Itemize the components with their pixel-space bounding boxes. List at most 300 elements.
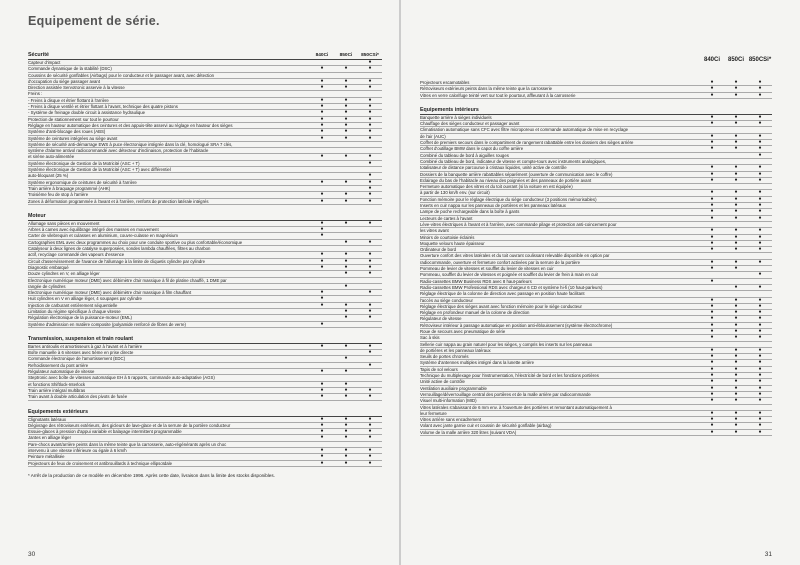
availability-mark: ● xyxy=(758,365,762,372)
availability-mark: ● xyxy=(710,315,714,322)
availability-mark: ● xyxy=(710,85,714,92)
availability-mark: ● xyxy=(344,238,348,245)
availability-mark xyxy=(700,285,724,290)
availability-mark xyxy=(334,227,358,232)
feature-label: Technique du multiplexage pour l'instrumentation, l'électricité de bord et les fonctions portières xyxy=(420,373,599,379)
availability-mark xyxy=(358,356,382,361)
availability-mark: ● xyxy=(758,271,762,278)
equipment-section xyxy=(28,334,382,401)
feature-label: Tapis de sol velours xyxy=(420,366,458,372)
availability-mark: ● xyxy=(758,132,762,139)
feature-label: Diagnostic embarqué xyxy=(28,264,69,270)
feature-label: Peinture métallisée xyxy=(28,454,65,460)
feature-label: Réglage électrique de la colonne de direction avec passage en position haute facilitant xyxy=(420,291,585,297)
feature-label: Protection de stationnement sur tout le pourtour xyxy=(28,116,119,122)
equipment-section xyxy=(28,407,382,467)
availability-mark: ● xyxy=(758,214,762,221)
availability-mark xyxy=(700,272,724,277)
feature-label: radiocommande, ouverture et fermeture confort activées par la serrure de la portière xyxy=(420,259,581,265)
feature-label: Injection de carburant entièrement séquentielle xyxy=(28,302,118,308)
feature-label: Système de sécurité anti-démarrage EWS à puce électronique intégrée dans la clé, homologué SRA 7 clés, xyxy=(28,141,233,147)
availability-mark: ● xyxy=(368,115,372,122)
availability-mark: ● xyxy=(320,380,324,387)
section-heading xyxy=(28,50,382,60)
availability-mark xyxy=(748,253,772,258)
section-heading xyxy=(28,407,382,417)
availability-mark: ● xyxy=(734,208,738,215)
availability-mark: ● xyxy=(758,120,762,127)
availability-mark: ● xyxy=(344,386,348,393)
availability-mark xyxy=(724,253,748,258)
section-heading xyxy=(420,105,772,115)
feature-label: Pommeau, soufflet du levier de vitesses et poignée et soufflet du levier de frein à main en cuir xyxy=(420,272,599,278)
section-title: Equipements intérieurs xyxy=(420,106,479,113)
availability-mark xyxy=(358,369,382,374)
feature-label: - Freins à disque ventilé et étrier flottant à l'avant, technique des quatre pistons xyxy=(28,104,178,110)
availability-mark: ● xyxy=(710,132,714,139)
feature-label: Lève-vitres électriques à l'avant et à l'arrière, avec commande pilage et protection anti-coincement pour xyxy=(420,221,617,227)
feature-label: Train arrière à braquage programmé (AHK) xyxy=(28,185,111,191)
availability-mark: ● xyxy=(320,320,324,327)
availability-mark: ● xyxy=(710,416,714,423)
feature-label: Sellerie cuir nappa au grain naturel pour les sièges, y compris les inserts sur les panneaux xyxy=(420,341,592,347)
availability-mark: ● xyxy=(368,197,372,204)
feature-label: Electronique numérique moteur (DME) avec débimètre d'air massique à film chauffant xyxy=(28,290,192,296)
availability-mark: ● xyxy=(368,153,372,160)
availability-mark: ● xyxy=(368,289,372,296)
availability-mark: ● xyxy=(710,189,714,196)
availability-mark xyxy=(334,167,358,172)
feature-label: Visuel multi-information (MID) xyxy=(420,398,477,404)
feature-label: Coffret d'outillage BMW dans le capot du coffre arrière xyxy=(420,146,524,152)
availability-mark xyxy=(358,278,382,283)
availability-mark: ● xyxy=(368,84,372,91)
availability-mark: ● xyxy=(734,233,738,240)
availability-mark: ● xyxy=(734,346,738,353)
availability-mark: ● xyxy=(320,251,324,258)
availability-mark: ● xyxy=(368,219,372,226)
availability-mark xyxy=(310,240,334,245)
section-heading xyxy=(28,211,382,221)
section-title: Moteur xyxy=(28,212,46,219)
availability-mark: ● xyxy=(320,128,324,135)
availability-mark: ● xyxy=(734,353,738,360)
availability-mark: ● xyxy=(734,334,738,341)
feature-label: Sac à skis xyxy=(420,335,440,341)
feature-label: Roue de secours avec pneumatique de série xyxy=(420,328,506,334)
availability-mark: ● xyxy=(734,139,738,146)
feature-label: Douze cylindres en V, en alliage léger xyxy=(28,271,100,277)
availability-mark: ● xyxy=(734,428,738,435)
availability-mark: ● xyxy=(710,359,714,366)
availability-mark: ● xyxy=(758,91,762,98)
availability-mark xyxy=(724,127,748,132)
availability-mark xyxy=(700,291,724,296)
availability-mark: ● xyxy=(758,321,762,328)
availability-mark: ● xyxy=(344,84,348,91)
availability-mark: ● xyxy=(758,409,762,416)
feature-label: à partir de 130 km/h env. (sur circuit) xyxy=(420,190,490,196)
column-header: 850CSi* xyxy=(361,53,379,58)
availability-mark: ● xyxy=(734,195,738,202)
availability-mark xyxy=(310,315,334,320)
availability-mark: ● xyxy=(344,219,348,226)
availability-mark: ● xyxy=(368,159,372,166)
availability-mark: ● xyxy=(320,295,324,302)
feature-label: - Système de freinage double circuit à assistance hydraulique xyxy=(28,110,146,116)
availability-mark: ● xyxy=(734,91,738,98)
availability-mark xyxy=(310,167,334,172)
availability-mark: ● xyxy=(734,85,738,92)
availability-mark: ● xyxy=(758,334,762,341)
availability-mark: ● xyxy=(344,270,348,277)
availability-mark: ● xyxy=(368,270,372,277)
availability-mark: ● xyxy=(320,368,324,375)
table-row xyxy=(28,394,382,400)
availability-mark: ● xyxy=(344,282,348,289)
table-row xyxy=(420,93,772,99)
availability-mark: ● xyxy=(758,283,762,290)
feature-label: Vitres latérales s'abaissant de 6 mm env. à l'ouverture des portières et remontant automatiquement à xyxy=(420,404,612,410)
feature-label: Radio-cassettes BMW Professional RDS avec chargeur 6 CD et système hi-fi (10 haut-parleurs) xyxy=(420,284,603,290)
feature-label: Clignotants latéraux xyxy=(28,416,66,422)
feature-label: Catalyseur à deux lignes de catalyse superposées, sondes lambda chauffées, filtres au charbon xyxy=(28,246,211,252)
availability-mark: ● xyxy=(368,59,372,65)
feature-label: Jantes en alliage léger xyxy=(28,435,71,441)
feature-label: intervenu à une vitesse inférieure ou égale à 6 km/h xyxy=(28,448,127,454)
availability-mark: ● xyxy=(368,361,372,368)
feature-label: Projecteurs escamotables xyxy=(420,80,470,85)
availability-mark: ● xyxy=(368,251,372,258)
feature-label: Système de ceintures intégrées au siège avant xyxy=(28,135,118,141)
availability-mark xyxy=(310,142,334,147)
table-row xyxy=(28,199,382,205)
availability-mark xyxy=(358,142,382,147)
availability-mark: ● xyxy=(734,296,738,303)
availability-mark: ● xyxy=(710,334,714,341)
availability-mark: ● xyxy=(368,263,372,270)
availability-mark: ● xyxy=(710,145,714,152)
availability-mark: ● xyxy=(710,384,714,391)
availability-mark: ● xyxy=(710,258,714,265)
availability-mark: ● xyxy=(758,189,762,196)
availability-mark: ● xyxy=(320,191,324,198)
feature-label: Rétroviseur intérieur à passage automatique en position anti-éblouissement (système électrochrome) xyxy=(420,322,613,328)
availability-mark: ● xyxy=(734,258,738,265)
availability-mark xyxy=(310,271,334,276)
feature-label: Système électronique de Gestion de la Motricité (ASC + T) avec différentiel xyxy=(28,167,171,173)
availability-mark: ● xyxy=(758,309,762,316)
availability-mark: ● xyxy=(344,77,348,84)
availability-mark xyxy=(700,127,724,132)
availability-mark xyxy=(310,309,334,314)
availability-mark xyxy=(334,375,358,380)
availability-mark: ● xyxy=(758,359,762,366)
col-850ci: 850Ci xyxy=(727,57,744,63)
feature-label: Banquette arrière à sièges individuels xyxy=(420,114,492,120)
availability-mark: ● xyxy=(344,307,348,314)
availability-mark: ● xyxy=(320,121,324,128)
feature-label: Steptronic avec boîte de vitesses automatique EH à 5 rapports, commande auto-adaptative (AGS) xyxy=(28,375,215,381)
availability-mark: ● xyxy=(344,257,348,264)
feature-label: Arbres à cames avec équilibrage intégré des masses en mouvement xyxy=(28,227,159,233)
availability-mark: ● xyxy=(758,246,762,253)
availability-mark: ● xyxy=(734,384,738,391)
availability-mark: ● xyxy=(320,453,324,460)
availability-mark xyxy=(310,173,334,178)
feature-label: Vitres en verre calorifuge teinté vert sur tout le pourtour, affleurant à la carrosserie xyxy=(420,92,576,98)
availability-mark: ● xyxy=(734,214,738,221)
feature-label: Direction assistée Servotronic asservie à la vitesse xyxy=(28,85,125,91)
availability-mark: ● xyxy=(734,321,738,328)
availability-mark: ● xyxy=(368,459,372,466)
availability-mark: ● xyxy=(710,195,714,202)
availability-mark xyxy=(700,153,724,158)
availability-mark: ● xyxy=(710,365,714,372)
left-equipment-tables xyxy=(28,50,382,467)
availability-mark: ● xyxy=(758,315,762,322)
feature-label: Système d'admission en matière composite (polyamide renforcé de fibres de verre) xyxy=(28,321,186,327)
feature-label: l'accès au siège conducteur xyxy=(420,297,473,303)
availability-mark: ● xyxy=(758,170,762,177)
availability-mark: ● xyxy=(758,353,762,360)
column-header: 850Ci xyxy=(339,53,353,58)
availability-mark: ● xyxy=(710,79,714,85)
availability-mark: ● xyxy=(710,120,714,127)
availability-mark xyxy=(334,233,358,238)
availability-mark xyxy=(334,296,358,301)
feature-label: Verrouillage/déverrouillage central des portières et de la malle arrière par radiocommande xyxy=(420,391,591,397)
feature-label: Pommeau de levier de vitesses et soufflet du levier de vitesses en cuir xyxy=(420,266,554,272)
availability-mark xyxy=(748,291,772,296)
availability-mark: ● xyxy=(734,246,738,253)
availability-mark: ● xyxy=(320,263,324,270)
availability-mark: ● xyxy=(344,103,348,110)
availability-mark: ● xyxy=(734,145,738,152)
availability-mark: ● xyxy=(344,342,348,349)
feature-label: et fonctions Shiftlock-Interlock xyxy=(28,381,86,387)
availability-mark: ● xyxy=(734,265,738,272)
availability-mark: ● xyxy=(320,153,324,160)
availability-mark: ● xyxy=(344,447,348,454)
availability-mark: ● xyxy=(734,359,738,366)
availability-mark: ● xyxy=(758,227,762,234)
feature-label: Combiné du tableau de bord à aiguilles rouges xyxy=(420,152,509,158)
availability-mark: ● xyxy=(368,342,372,349)
availability-mark: ● xyxy=(734,390,738,397)
availability-mark: ● xyxy=(344,191,348,198)
availability-mark: ● xyxy=(344,453,348,460)
availability-mark: ● xyxy=(710,302,714,309)
availability-mark: ● xyxy=(710,208,714,215)
section-title: Transmission, suspension et train roulant xyxy=(28,335,134,342)
feature-label: Radio-cassettes BMW Business RDS avec 8 haut-parleurs xyxy=(420,278,532,284)
availability-mark: ● xyxy=(710,397,714,404)
feature-label: actif, recyclage commandé des vapeurs d'essence xyxy=(28,252,125,258)
availability-mark: ● xyxy=(710,390,714,397)
feature-label: Régulateur automatique de vitesse xyxy=(28,369,95,375)
availability-mark: ● xyxy=(734,309,738,316)
availability-mark: ● xyxy=(344,121,348,128)
feature-label: Boîte manuelle à 6 vitesses avec 5ème en prise directe xyxy=(28,350,134,356)
availability-mark: ● xyxy=(734,170,738,177)
availability-mark: ● xyxy=(344,368,348,375)
availability-mark: ● xyxy=(320,219,324,226)
footnote: * Arrêt de la production de ce modèle en décembre 1996. Après cette date, livraison dans la limite des stocks disponibles. xyxy=(28,472,275,478)
availability-mark: ● xyxy=(320,447,324,454)
feature-label: Eclairage du bas de l'habitacle au niveau des poignées et des panneaux de portière avant xyxy=(420,177,592,183)
availability-mark: ● xyxy=(758,151,762,158)
feature-label: Régulateur de vitesse xyxy=(420,316,462,322)
availability-mark: ● xyxy=(734,422,738,429)
feature-label: et sirène auto-alimentée xyxy=(28,154,75,160)
availability-mark: ● xyxy=(368,314,372,321)
feature-label: Inserts en cuir nappa sur les panneaux de portières et les panneaux latéraux xyxy=(420,203,566,209)
equipment-section xyxy=(28,50,382,205)
feature-label: Capteur d'impact xyxy=(28,60,61,65)
availability-mark: ● xyxy=(344,355,348,362)
availability-mark: ● xyxy=(758,85,762,92)
feature-label: Huit cylindres en V en alliage léger, 4 soupapes par cylindre xyxy=(28,296,142,302)
availability-mark xyxy=(334,290,358,295)
availability-mark: ● xyxy=(758,195,762,202)
feature-label: Limitation du régime spécifique à chaque vitesse xyxy=(28,308,121,314)
availability-mark: ● xyxy=(320,342,324,349)
table-row xyxy=(28,461,382,467)
availability-mark: ● xyxy=(344,428,348,435)
feature-label: Système d'antennes multiples intégré dans la lunette arrière xyxy=(420,360,535,366)
feature-label: Dégivrage des rétroviseurs extérieurs, des gicleurs de lave-glace et de la serrure de la portière conducteur xyxy=(28,422,231,428)
availability-mark xyxy=(310,278,334,283)
feature-label: Miroirs de courtoisie éclairés xyxy=(420,234,475,240)
availability-mark: ● xyxy=(758,208,762,215)
availability-mark xyxy=(724,272,748,277)
feature-label: Volant avec jante garnie cuir et coussin de sécurité gonflable (airbag) xyxy=(420,423,552,429)
availability-mark: ● xyxy=(344,263,348,270)
section-heading xyxy=(28,334,382,344)
availability-mark: ● xyxy=(758,302,762,309)
availability-mark: ● xyxy=(320,103,324,110)
availability-mark: ● xyxy=(734,372,738,379)
availability-mark: ● xyxy=(710,214,714,221)
availability-mark: ● xyxy=(710,422,714,429)
availability-mark: ● xyxy=(320,434,324,441)
availability-mark: ● xyxy=(758,113,762,120)
availability-mark: ● xyxy=(734,315,738,322)
availability-mark: ● xyxy=(710,409,714,416)
availability-mark xyxy=(358,91,382,96)
page-title: Equipement de série. xyxy=(28,14,160,28)
availability-mark: ● xyxy=(368,109,372,116)
availability-mark: ● xyxy=(734,365,738,372)
page-right xyxy=(400,0,800,565)
feature-label: Train avant à double articulation des pivots de fusée xyxy=(28,394,128,400)
feature-label: Carter de vilebrequin et culasses en aluminium, couvre-culasse en magnésium xyxy=(28,233,178,239)
feature-label: Allumage sans pièces en mouvement xyxy=(28,220,100,226)
availability-mark: ● xyxy=(710,227,714,234)
availability-mark: ● xyxy=(368,393,372,400)
feature-label: Cartographies EML avec deux programmes au choix pour une conduite sportive ou plus confortable/économique xyxy=(28,239,243,245)
availability-mark: ● xyxy=(368,421,372,428)
availability-mark: ● xyxy=(710,176,714,183)
availability-mark xyxy=(310,356,334,361)
availability-mark: ● xyxy=(710,428,714,435)
availability-mark: ● xyxy=(758,378,762,385)
availability-mark: ● xyxy=(344,65,348,72)
feature-label: d'occupation du siège passager avant xyxy=(28,78,101,84)
availability-mark xyxy=(310,375,334,380)
feature-label: Volume de la malle arrière 320 litres (suivant VDA) xyxy=(420,429,517,435)
availability-mark: ● xyxy=(734,189,738,196)
availability-mark xyxy=(724,153,748,158)
availability-mark: ● xyxy=(734,397,738,404)
availability-mark: ● xyxy=(368,428,372,435)
availability-mark: ● xyxy=(758,176,762,183)
availability-mark: ● xyxy=(758,346,762,353)
availability-mark: ● xyxy=(758,79,762,85)
availability-mark: ● xyxy=(344,301,348,308)
availability-mark: ● xyxy=(758,258,762,265)
equipment-section xyxy=(28,211,382,328)
availability-mark: ● xyxy=(734,409,738,416)
feature-label: rangée de cylindres xyxy=(28,283,66,289)
availability-mark: ● xyxy=(734,227,738,234)
feature-label: Lampe de poche rechargeable dans la boîte à gants xyxy=(420,209,520,215)
availability-mark: ● xyxy=(320,459,324,466)
feature-label: Chauffage des sièges conducteur et passager avant xyxy=(420,121,520,127)
availability-mark xyxy=(334,91,358,96)
availability-mark: ● xyxy=(734,164,738,171)
availability-mark xyxy=(700,253,724,258)
availability-mark xyxy=(334,173,358,178)
availability-mark: ● xyxy=(320,65,324,72)
availability-mark: ● xyxy=(758,296,762,303)
feature-label: Essuie-glaces à pression d'appui variable et balayage intermittent programmable xyxy=(28,429,182,435)
availability-mark: ● xyxy=(320,301,324,308)
availability-mark: ● xyxy=(758,327,762,334)
feature-label: Ventilation auxiliaire programmable xyxy=(420,385,487,391)
availability-mark: ● xyxy=(734,79,738,85)
availability-mark: ● xyxy=(344,251,348,258)
availability-mark: ● xyxy=(710,246,714,253)
availability-mark: ● xyxy=(368,415,372,422)
feature-label: Train arrière intégral multibras xyxy=(28,387,86,393)
feature-label: les vitres avant xyxy=(420,228,449,234)
availability-mark: ● xyxy=(758,372,762,379)
availability-mark: ● xyxy=(758,202,762,209)
availability-mark: ● xyxy=(344,115,348,122)
availability-mark xyxy=(310,91,334,96)
feature-label: Commande électronique de l'amortissement (EDC) xyxy=(28,356,126,362)
availability-mark: ● xyxy=(758,390,762,397)
feature-label: Réglage électrique des sièges avant avec fonction mémoire pour le siège conducteur xyxy=(420,303,582,309)
feature-label: Combiné du tableau de bord, indicateur de vitesse et compte-tours avec instruments analogiques, xyxy=(420,158,607,164)
availability-mark: ● xyxy=(368,172,372,179)
availability-mark: ● xyxy=(320,178,324,185)
section-title: Equipements extérieurs xyxy=(28,408,89,415)
feature-label: Dossiers de la banquette arrière rabattables séparément (ouverture de communication avec le coffre) xyxy=(420,171,613,177)
availability-mark xyxy=(358,322,382,327)
feature-label: - Freins à disque et étrier flottant à l'arrière xyxy=(28,97,109,103)
feature-label: Coffret de premiers secours dans le compartiment de rangement rabattable entre les dossiers des sièges arrière xyxy=(420,140,634,146)
availability-mark: ● xyxy=(368,307,372,314)
feature-label: Ordinateur de bord xyxy=(420,247,457,253)
availability-mark xyxy=(724,291,748,296)
feature-label: Refroidissement du pont arrière xyxy=(28,362,89,368)
availability-mark: ● xyxy=(368,257,372,264)
availability-mark: ● xyxy=(710,353,714,360)
availability-mark: ● xyxy=(320,289,324,296)
